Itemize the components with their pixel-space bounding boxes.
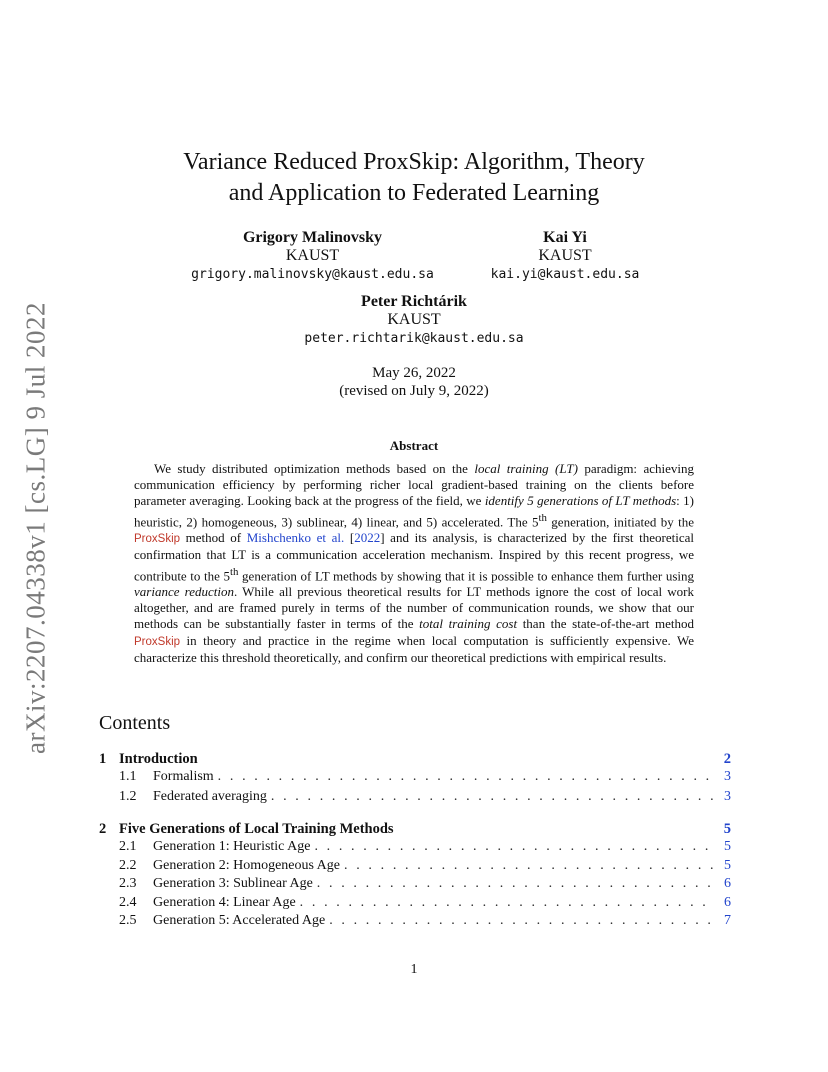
abstract-text: [ bbox=[344, 530, 355, 546]
abstract-text: : 1) heuristic, 2) homogeneous, 3) sublinear, 4) linear, and 5) accelerated. The 5 bbox=[134, 493, 694, 529]
paper-title bbox=[100, 147, 728, 209]
toc-number: 2.5 bbox=[119, 913, 137, 928]
abstract-text: generation of LT methods by showing that it is possible to enhance them further using bbox=[238, 567, 694, 583]
abstract-heading: Abstract bbox=[389, 438, 439, 453]
toc-leader bbox=[271, 788, 715, 806]
toc-number: 2.3 bbox=[119, 876, 137, 891]
toc-page-link[interactable]: 2 bbox=[723, 751, 731, 767]
abstract-text: method of bbox=[180, 530, 247, 546]
toc-number: 2 bbox=[99, 821, 107, 837]
toc-page-link[interactable]: 6 bbox=[724, 876, 731, 891]
toc-label: Five Generations of Local Training Methods bbox=[119, 821, 394, 837]
arxiv-side-stamp: arXiv:2207.04338v1 [cs.LG] 9 Jul 2022 bbox=[20, 302, 51, 754]
toc-number: 1 bbox=[99, 751, 107, 767]
superscript: th bbox=[538, 511, 547, 524]
citation-link[interactable]: Mishchenko et al. bbox=[246, 530, 345, 546]
page-number: 1 bbox=[410, 962, 418, 977]
abstract-emphasis: local training (LT) bbox=[474, 461, 578, 476]
toc-leader bbox=[344, 857, 715, 875]
author-name: Grigory Malinovsky bbox=[242, 229, 383, 246]
author-name: Kai Yi bbox=[543, 229, 587, 246]
toc-number: 2.4 bbox=[119, 895, 137, 910]
toc-label: Generation 5: Accelerated Age bbox=[153, 913, 326, 928]
author-email[interactable]: grigory.malinovsky@kaust.edu.sa bbox=[191, 267, 434, 282]
title-line-2: and Application to Federated Learning bbox=[228, 180, 600, 206]
date-block bbox=[214, 364, 614, 400]
toc-page-link[interactable]: 3 bbox=[724, 789, 731, 804]
toc-number: 2.1 bbox=[119, 839, 137, 854]
author-block bbox=[280, 292, 548, 349]
toc-section-row[interactable] bbox=[99, 750, 731, 768]
revised-date: (revised on July 9, 2022) bbox=[339, 383, 489, 399]
author-name: Peter Richtárik bbox=[361, 293, 467, 310]
toc-label: Generation 3: Sublinear Age bbox=[153, 876, 313, 891]
abstract-text: generation, initiated by the bbox=[546, 513, 695, 529]
toc-section-row[interactable] bbox=[99, 820, 731, 838]
method-name: ProxSkip bbox=[134, 635, 181, 648]
author-email[interactable]: peter.richtarik@kaust.edu.sa bbox=[304, 331, 524, 346]
toc-page-link[interactable]: 5 bbox=[723, 821, 731, 837]
toc-leader bbox=[317, 875, 715, 893]
toc-label: Federated averaging bbox=[153, 789, 267, 804]
method-name: ProxSkip bbox=[134, 533, 181, 546]
abstract-emphasis: total training cost bbox=[419, 616, 518, 632]
toc-subsection-row[interactable] bbox=[99, 875, 731, 893]
date: May 26, 2022 bbox=[372, 365, 456, 381]
abstract-body bbox=[134, 461, 694, 666]
toc-subsection-row[interactable] bbox=[99, 912, 731, 930]
toc-page-link[interactable]: 3 bbox=[724, 769, 731, 784]
toc-leader bbox=[218, 768, 715, 786]
toc-number: 1.1 bbox=[119, 769, 137, 784]
abstract-text: than the state-of-the-art method bbox=[517, 616, 695, 632]
author-block bbox=[470, 228, 660, 285]
abstract-text: ] and its analysis, is characterized by the first theoretical confirmation that LT is a communication acceleration mechanism. Inspired by this recent progress, we contribute to the 5 bbox=[134, 530, 694, 583]
toc-label: Introduction bbox=[119, 751, 198, 767]
abstract-text: We study distributed optimization methods based on the bbox=[154, 461, 475, 476]
toc-subsection-row[interactable] bbox=[99, 894, 731, 912]
toc-leader bbox=[300, 894, 715, 912]
toc-number: 1.2 bbox=[119, 789, 137, 804]
author-affiliation: KAUST bbox=[285, 247, 340, 264]
toc-subsection-row[interactable] bbox=[99, 768, 731, 786]
toc-subsection-row[interactable] bbox=[99, 838, 731, 856]
toc-subsection-row[interactable] bbox=[99, 788, 731, 806]
toc-page-link[interactable]: 5 bbox=[724, 839, 731, 854]
contents-heading: Contents bbox=[99, 712, 171, 734]
citation-year-link[interactable]: 2022 bbox=[354, 530, 381, 546]
abstract-paragraph bbox=[134, 461, 694, 666]
toc-subsection-row[interactable] bbox=[99, 857, 731, 875]
toc-label: Generation 4: Linear Age bbox=[153, 895, 296, 910]
author-email[interactable]: kai.yi@kaust.edu.sa bbox=[490, 267, 640, 282]
title-line-1: Variance Reduced ProxSkip: Algorithm, Theory bbox=[183, 149, 645, 175]
author-affiliation: KAUST bbox=[387, 311, 441, 328]
abstract-emphasis: variance reduction bbox=[134, 584, 234, 600]
toc-leader bbox=[329, 912, 715, 930]
abstract-text: . While all previous theoretical results for LT methods ignore the cost of local work altogether, and are framed purely in terms of the number of communication rounds, we show that our methods can be substantially faster in terms of the bbox=[134, 584, 694, 632]
toc-number: 2.2 bbox=[119, 858, 137, 873]
superscript: th bbox=[230, 565, 239, 578]
toc-page-link[interactable]: 7 bbox=[724, 913, 731, 928]
abstract-text: in theory and practice in the regime when local computation is sufficiently expensive. We characterize this threshold theoretically, and confirm our theoretical predictions with empirical results. bbox=[134, 632, 694, 665]
author-block bbox=[180, 228, 445, 285]
toc-page-link[interactable]: 6 bbox=[724, 895, 731, 910]
toc-page-link[interactable]: 5 bbox=[724, 858, 731, 873]
author-affiliation: KAUST bbox=[538, 247, 592, 264]
abstract-emphasis: identify 5 generations of LT methods bbox=[484, 493, 677, 509]
toc-label: Generation 2: Homogeneous Age bbox=[153, 858, 341, 873]
toc-leader bbox=[314, 838, 715, 856]
abstract-text: paradigm: achieving communication efficiency by performing richer local gradient-based training on the clients before parameter averaging. Looking back at the progress of the field, we bbox=[134, 461, 694, 509]
toc-label: Generation 1: Heuristic Age bbox=[153, 839, 311, 854]
toc-label: Formalism bbox=[153, 769, 214, 784]
